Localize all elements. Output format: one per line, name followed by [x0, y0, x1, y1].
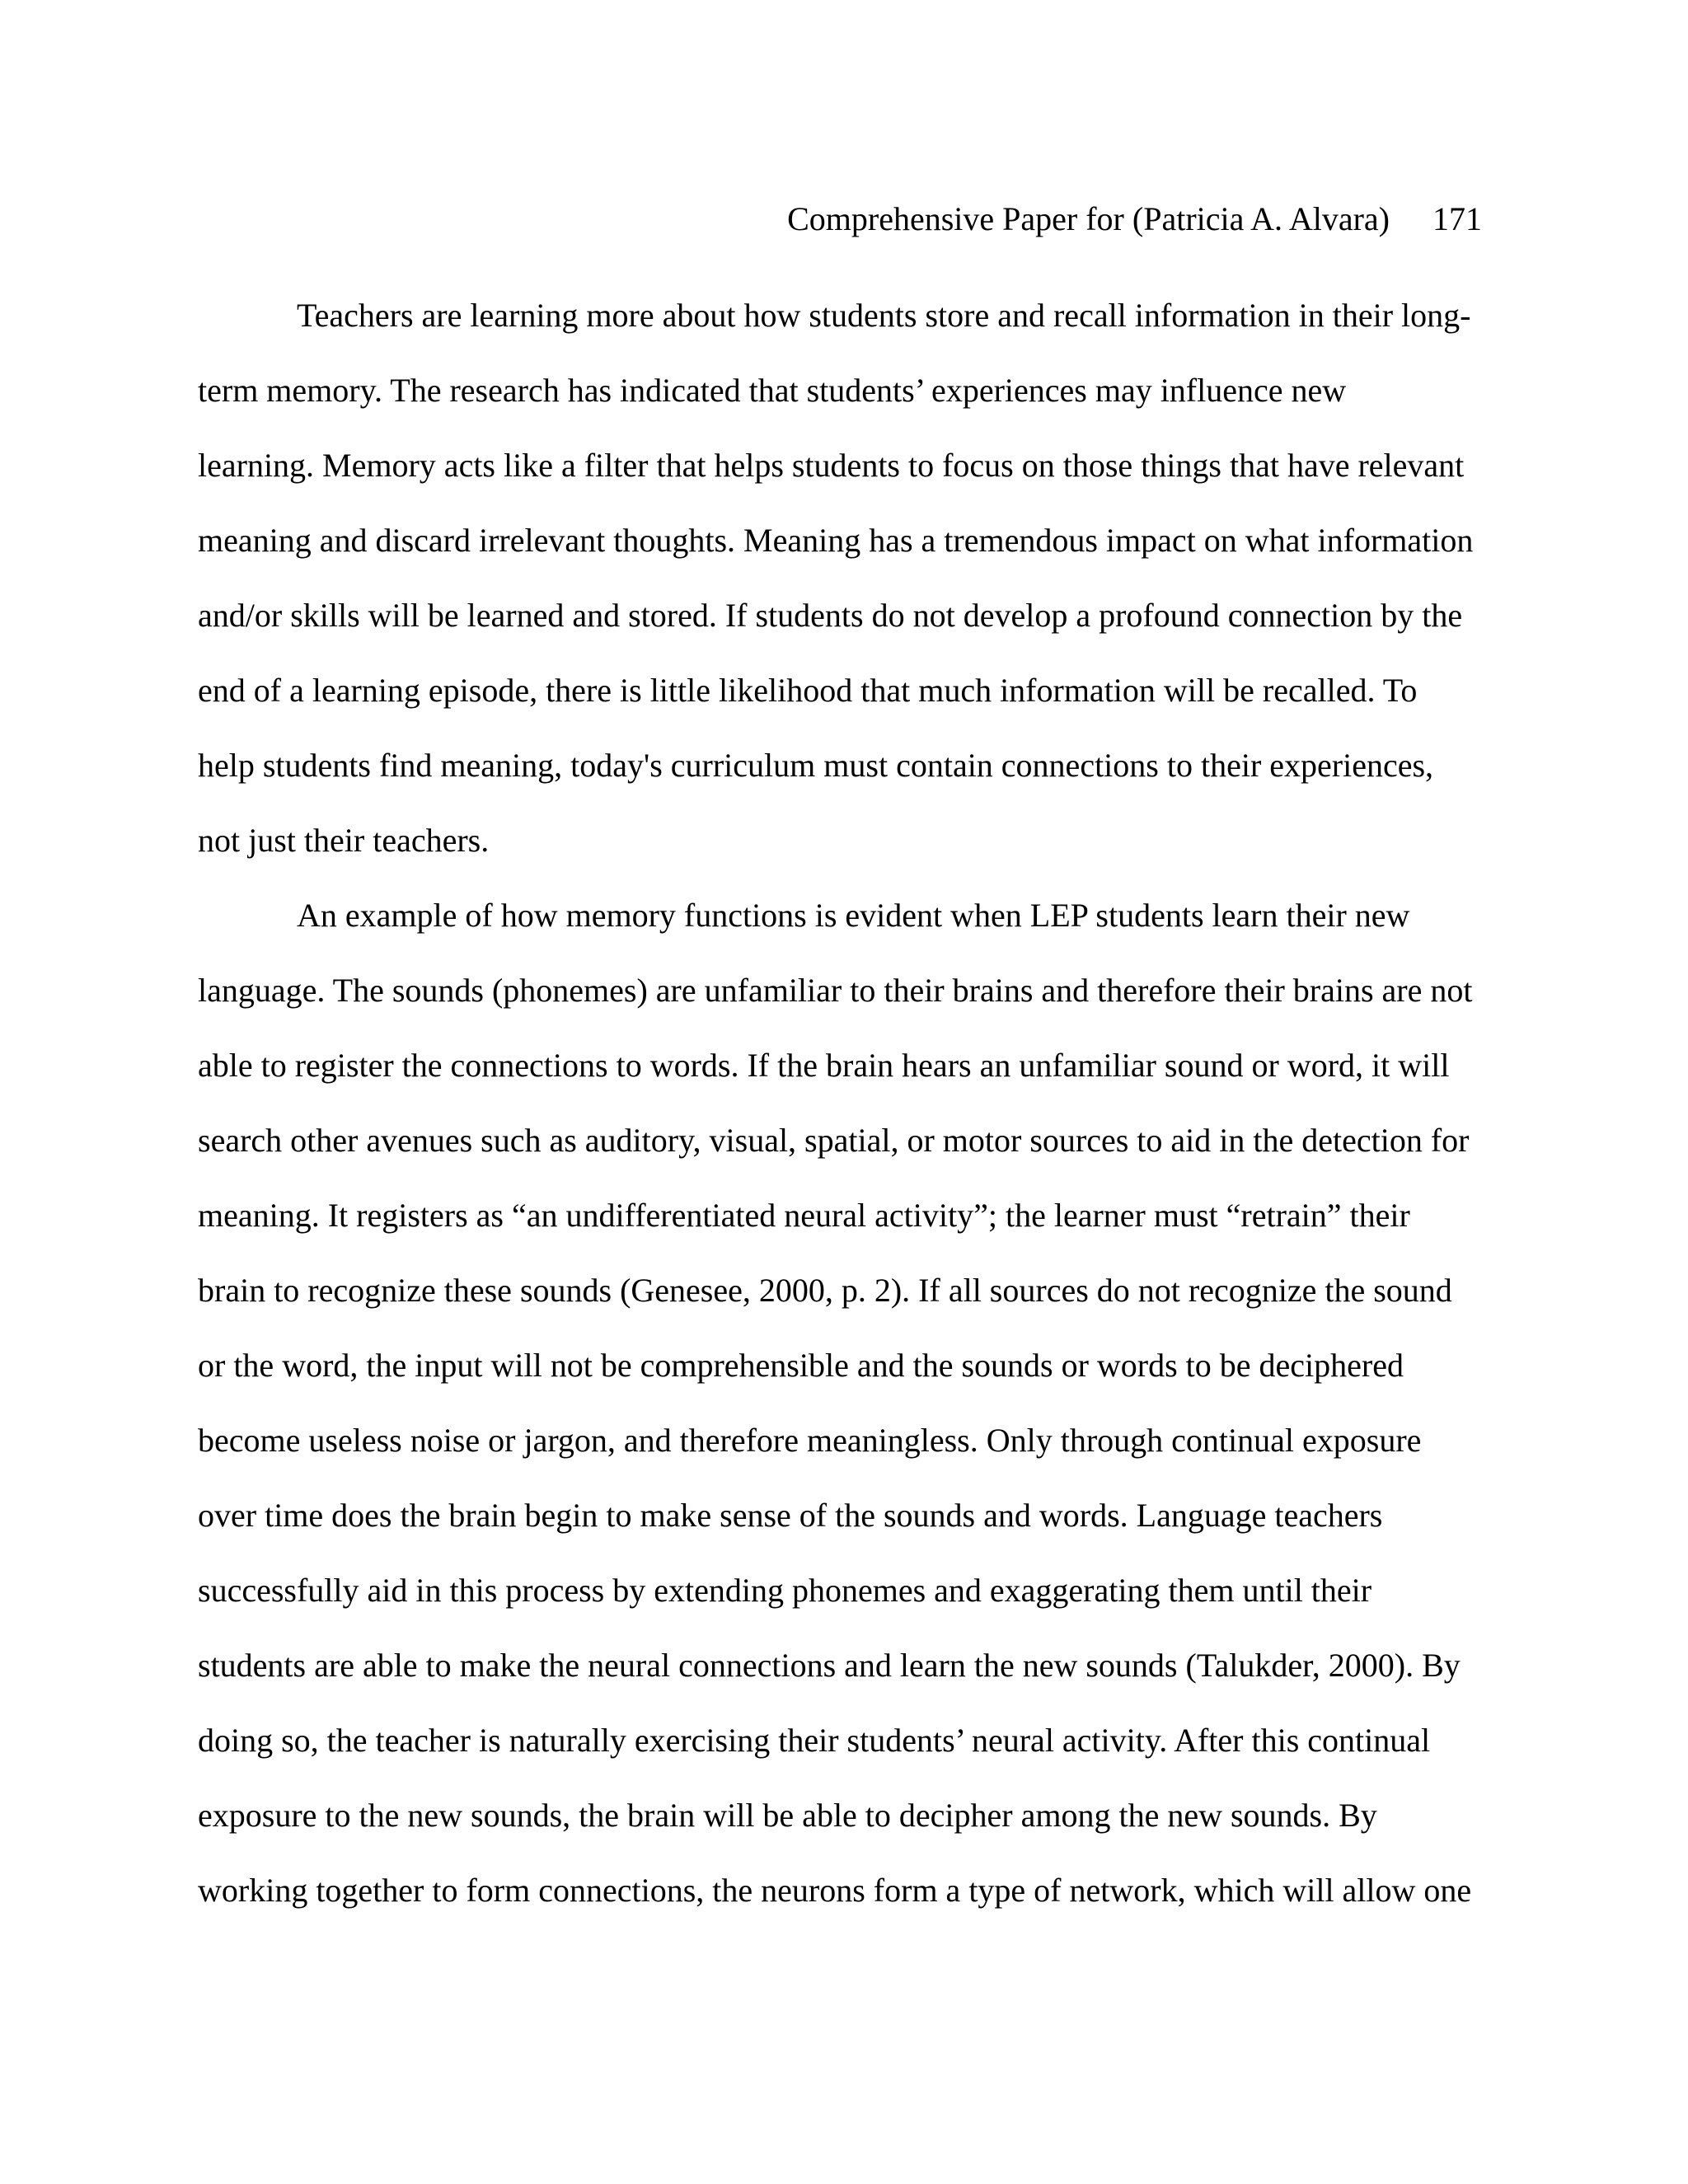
paragraph-line: end of a learning episode, there is little likelihood that much information will be recalled. To [198, 672, 1418, 709]
paragraph-line: working together to form connections, the neurons form a type of network, which will allow one [198, 1872, 1472, 1909]
paragraph-line: meaning and discard irrelevant thoughts. Meaning has a tremendous impact on what information [198, 522, 1474, 559]
paragraph-line: meaning. It registers as “an undifferentiated neural activity”; the learner must “retrain” their [198, 1197, 1410, 1234]
paragraph-line: become useless noise or jargon, and therefore meaningless. Only through continual exposure [198, 1422, 1422, 1459]
paragraph-line: successfully aid in this process by extending phonemes and exaggerating them until their [198, 1572, 1372, 1609]
paragraph-line: An example of how memory functions is evident when LEP students learn their new [297, 897, 1410, 934]
paragraph-line: exposure to the new sounds, the brain will be able to decipher among the new sounds. By [198, 1797, 1377, 1834]
running-head [787, 194, 1482, 244]
running-head-title: Comprehensive Paper for (Patricia A. Alvara) [787, 200, 1390, 237]
paragraph-line: over time does the brain begin to make sense of the sounds and words. Language teachers [198, 1497, 1383, 1534]
paragraph-line: or the word, the input will not be comprehensible and the sounds or words to be deciphered [198, 1347, 1404, 1384]
paragraph-line: term memory. The research has indicated that students’ experiences may influence new [198, 372, 1347, 409]
paragraph-line: and/or skills will be learned and stored. If students do not develop a profound connection by the [198, 597, 1463, 634]
paragraph-line: language. The sounds (phonemes) are unfamiliar to their brains and therefore their brains are not [198, 972, 1473, 1009]
paragraph-line: search other avenues such as auditory, visual, spatial, or motor sources to aid in the detection for [198, 1122, 1470, 1159]
paragraph-line: brain to recognize these sounds (Genesee, 2000, p. 2). If all sources do not recognize the sound [198, 1272, 1452, 1309]
paragraph-line: not just their teachers. [198, 822, 490, 859]
paragraph-line: learning. Memory acts like a filter that helps students to focus on those things that have relevant [198, 447, 1465, 484]
paragraph-line: help students find meaning, today's curriculum must contain connections to their experiences, [198, 747, 1434, 784]
paragraph-line: doing so, the teacher is naturally exercising their students’ neural activity. After this continual [198, 1722, 1431, 1759]
paragraph-line: students are able to make the neural connections and learn the new sounds (Talukder, 2000). By [198, 1647, 1461, 1684]
paragraph-line: able to register the connections to words. If the brain hears an unfamiliar sound or word, it will [198, 1047, 1450, 1084]
paragraph-line: Teachers are learning more about how students store and recall information in their long- [297, 297, 1471, 334]
page-number: 171 [1432, 200, 1482, 237]
